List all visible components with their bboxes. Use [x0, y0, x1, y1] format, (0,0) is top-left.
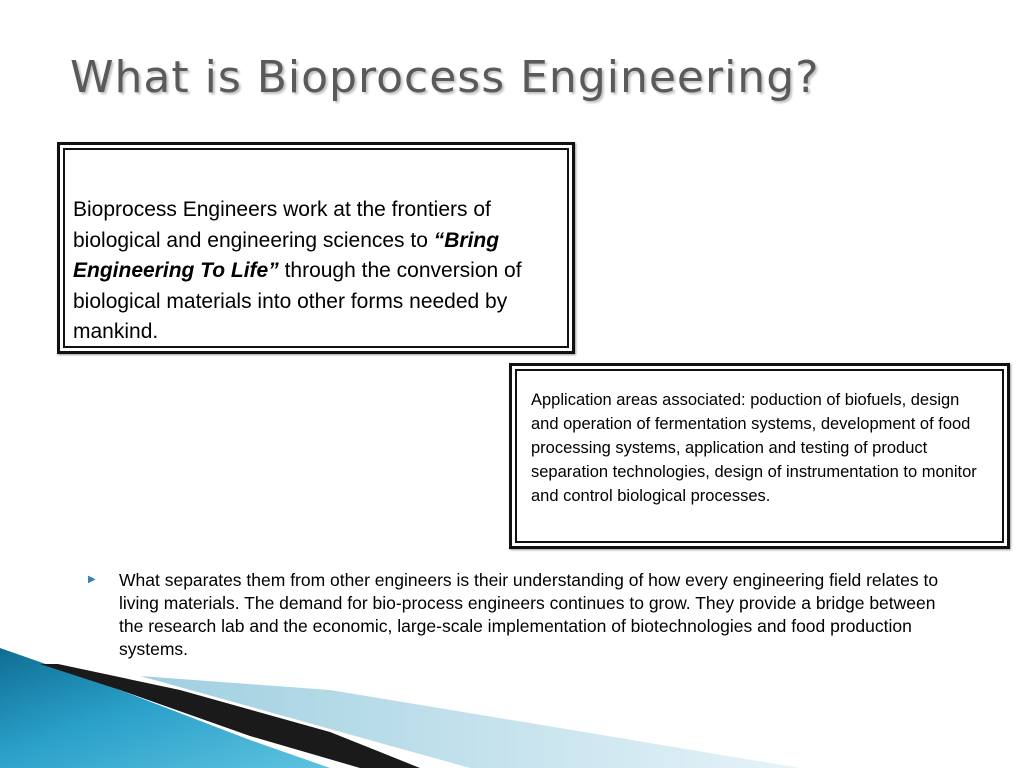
definition-text-part2: through the conversion of biological materials into other forms needed by mankind.: [73, 259, 522, 343]
applications-text: Application areas associated: poduction of biofuels, design and operation of fermentation systems, development of food processing systems, application and testing of product separation technologies, design of instrumentation to monitor and control biological processes.: [531, 391, 977, 505]
bullet-text: What separates them from other engineers is their understanding of how every engineering field relates to living materials. The demand for bio-process engineers continues to grow. They provide a bridge between the research lab and the economic, large-scale implementation of biotechnologies and food production systems.: [119, 570, 939, 659]
triangle-bullet-icon: ▶: [88, 574, 96, 585]
slide-title: What is Bioprocess Engineering?: [70, 52, 820, 103]
definition-emphasis: “Bring Engineering To Life”: [73, 228, 500, 282]
definition-text-part1: Bioprocess Engineers work at the frontiers of biological and engineering sciences to: [73, 198, 491, 252]
